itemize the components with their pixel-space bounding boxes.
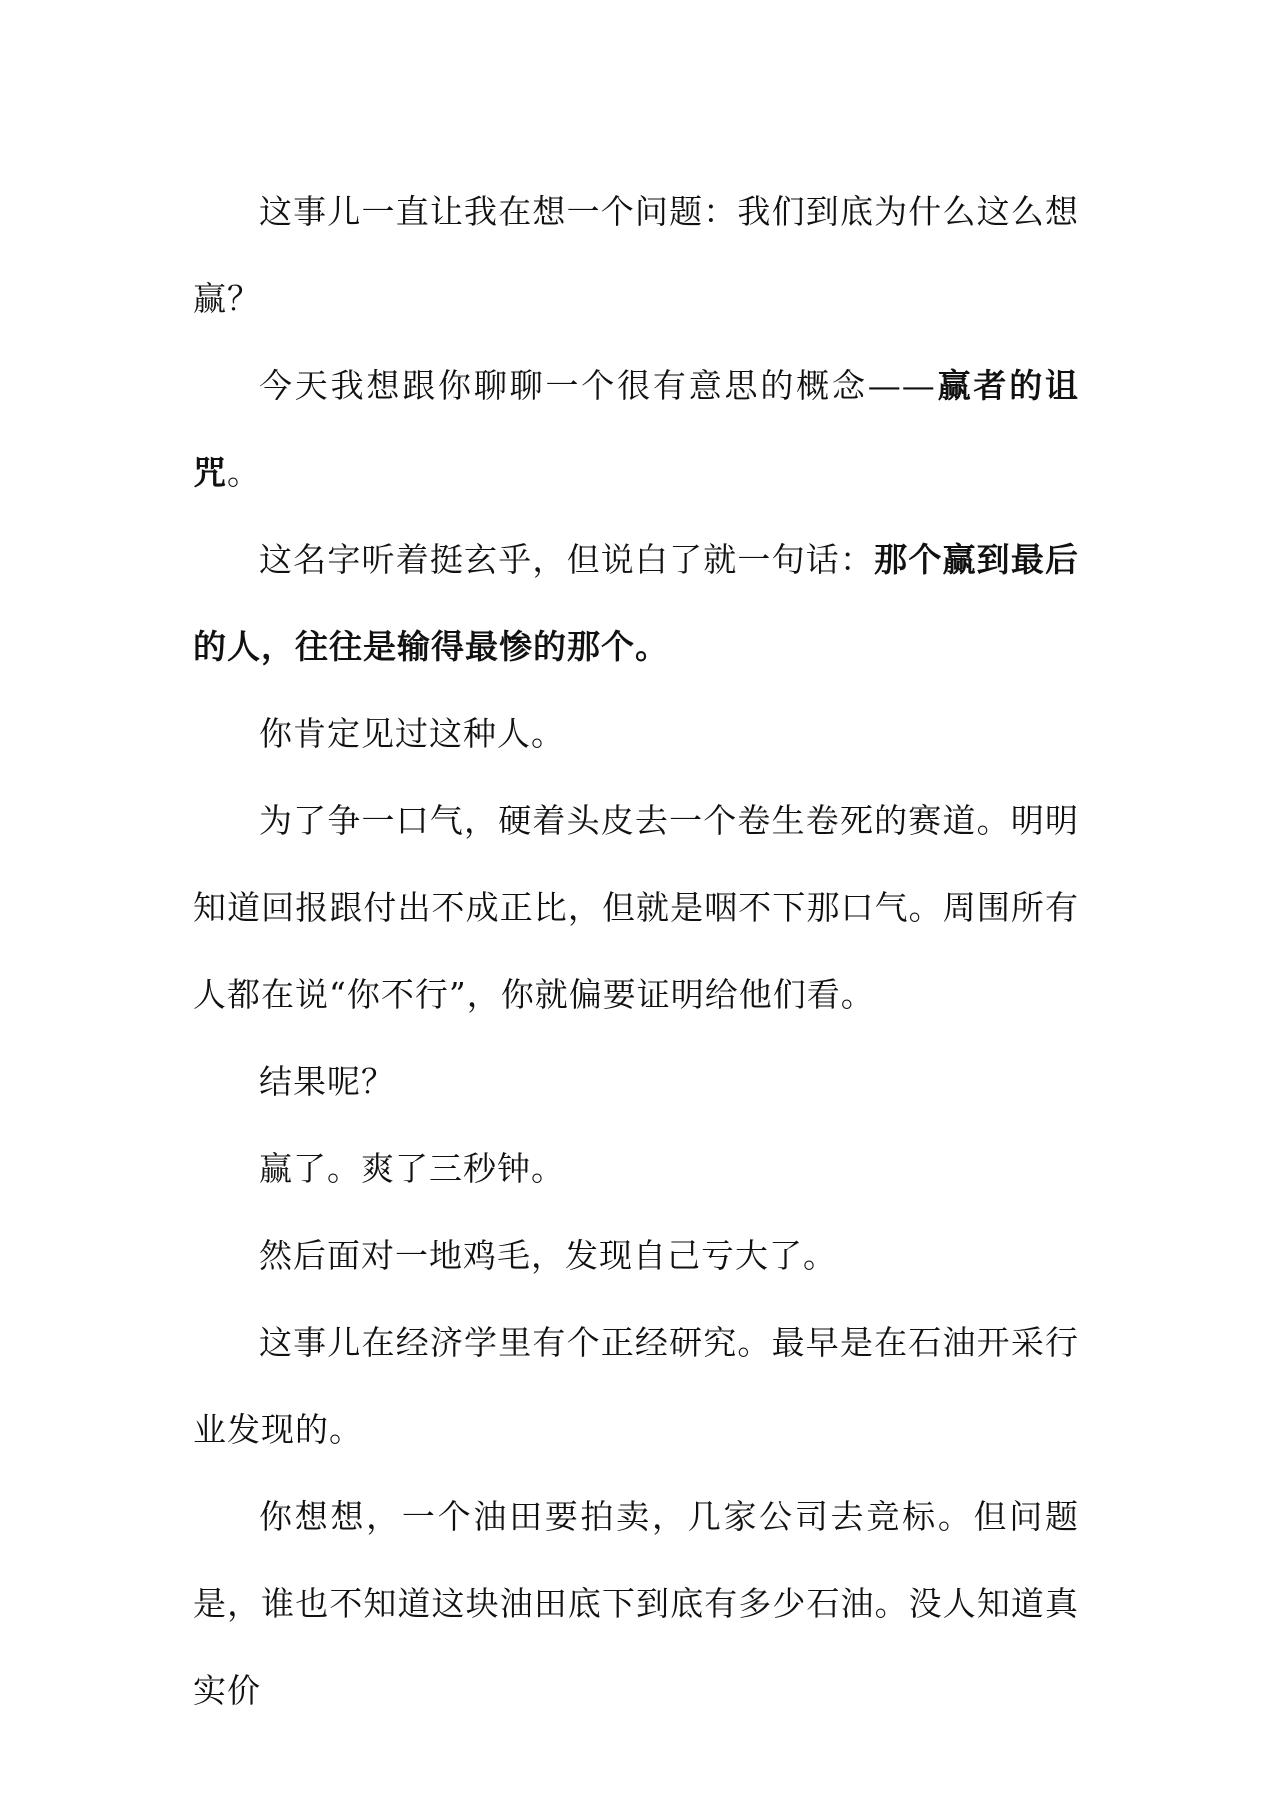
document-body <box>193 168 1079 1734</box>
text-segment: 这事儿一直让我在想一个问题：我们到底为什么这么想赢？ <box>193 192 1079 318</box>
text-segment: 结果呢？ <box>259 1062 395 1101</box>
paragraph <box>193 690 1079 777</box>
bold-text: 赢者的诅咒 <box>193 366 1080 492</box>
text-segment: 你肯定见过这种人。 <box>259 714 565 753</box>
text-segment: 然后面对一地鸡毛，发现自己亏大了。 <box>259 1236 837 1275</box>
paragraph <box>193 1212 1079 1299</box>
paragraph <box>193 516 1079 690</box>
text-segment: 这名字听着挺玄乎，但说白了就一句话： <box>259 540 875 579</box>
paragraph <box>193 342 1079 516</box>
text-segment: 今天我想跟你聊聊一个很有意思的概念—— <box>259 366 936 405</box>
text-segment: 为了争一口气，硬着头皮去一个卷生卷死的赛道。明明知道回报跟付出不成正比，但就是咽不下那口气。周围所有人都在说“你不行”，你就偏要证明给他们看。 <box>193 801 1079 1014</box>
text-segment: 你想想，一个油田要拍卖，几家公司去竞标。但问题是，谁也不知道这块油田底下到底有多少石油。没人知道真实价 <box>193 1497 1079 1710</box>
text-segment: 这事儿在经济学里有个正经研究。最早是在石油开采行业发现的。 <box>193 1323 1079 1449</box>
paragraph <box>193 1125 1079 1212</box>
paragraph <box>193 1038 1079 1125</box>
paragraph <box>193 168 1079 342</box>
paragraph <box>193 777 1079 1038</box>
paragraph <box>193 1299 1079 1473</box>
text-segment: 赢了。爽了三秒钟。 <box>259 1149 565 1188</box>
paragraph <box>193 1473 1079 1734</box>
bold-text: 那个赢到最后的人，往往是输得最惨的那个。 <box>193 540 1080 666</box>
text-segment: 。 <box>227 453 261 492</box>
